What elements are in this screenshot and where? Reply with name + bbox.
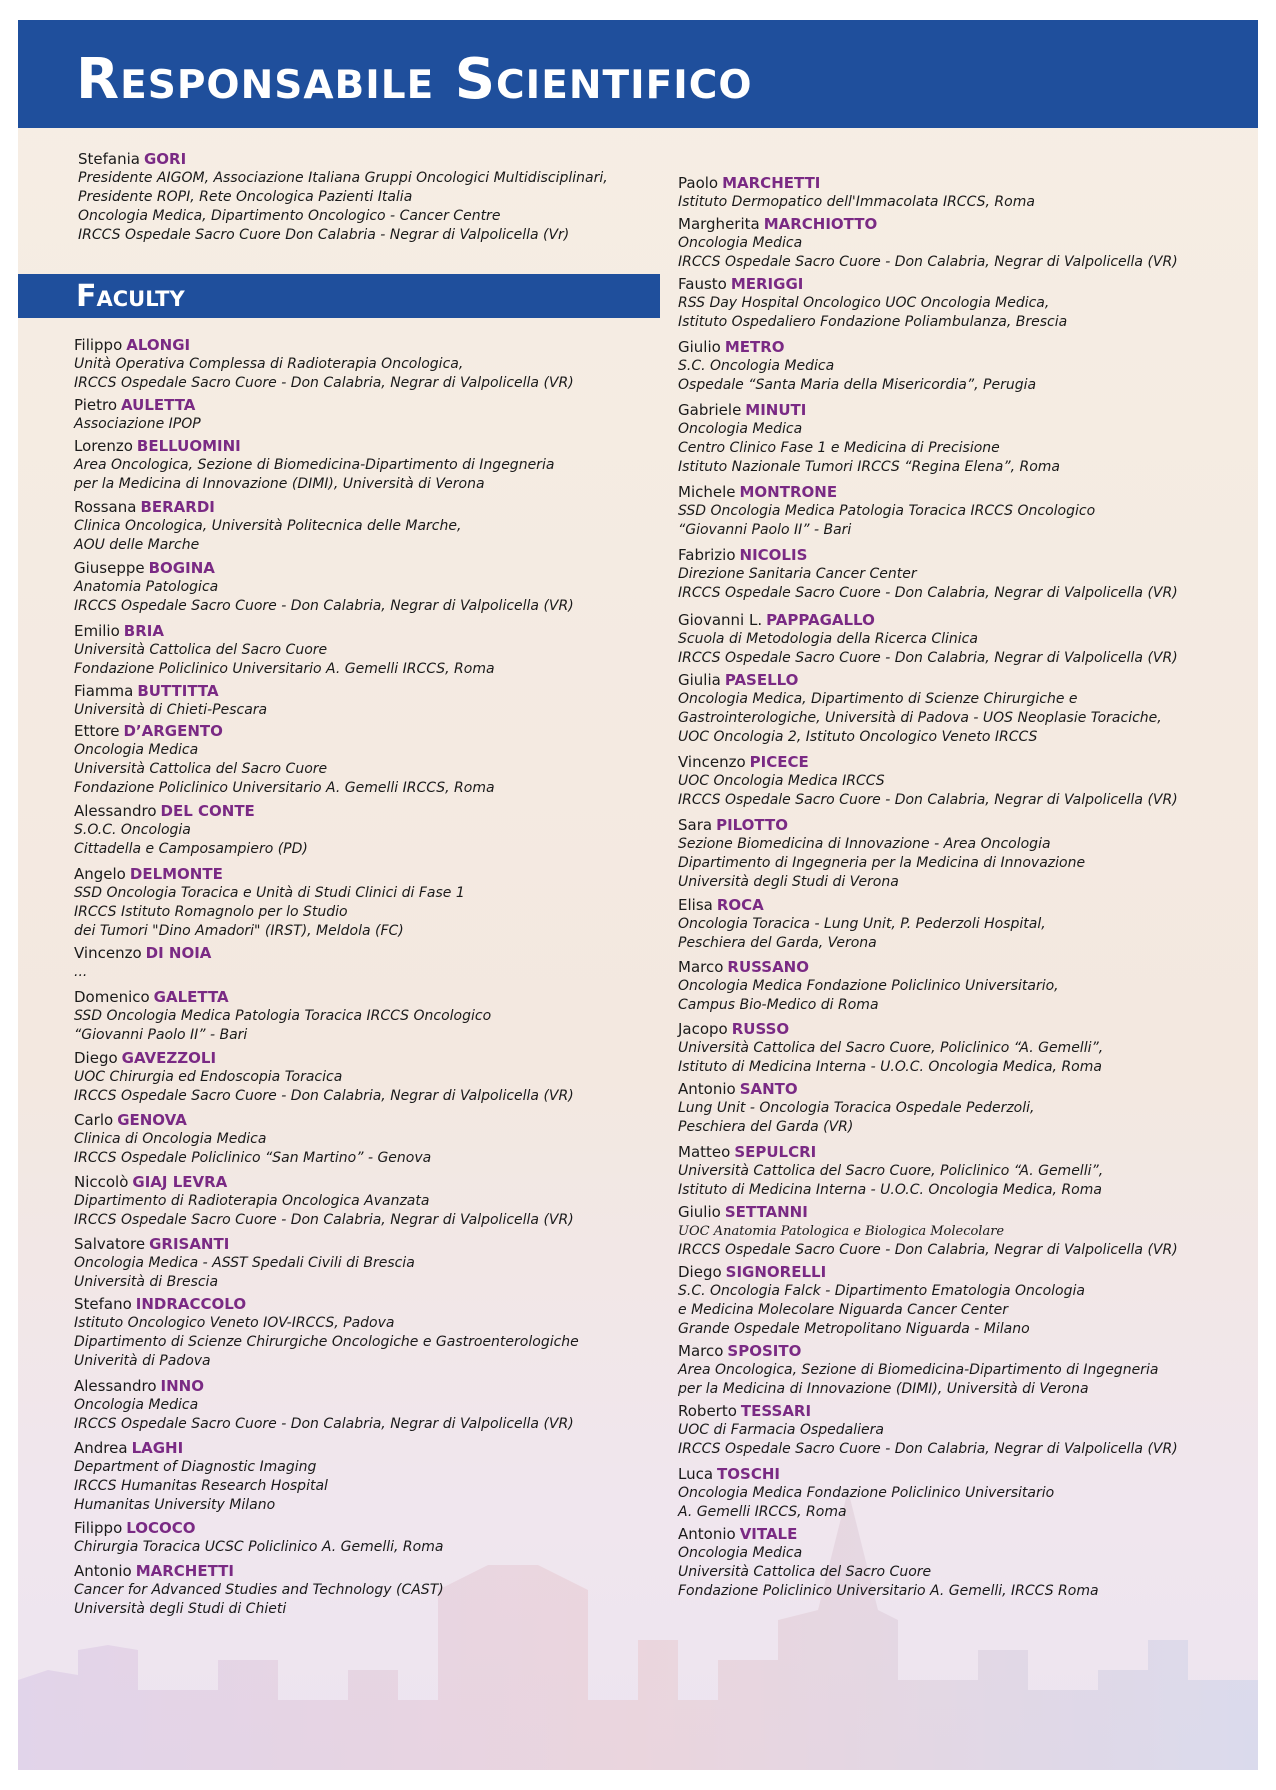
affiliation-line: Università Cattolica del Sacro Cuore xyxy=(678,1564,932,1580)
first-name: Niccolò xyxy=(74,1173,129,1191)
affiliation-line: Cittadella e Camposampiero (PD) xyxy=(74,841,308,857)
first-name: Pietro xyxy=(74,396,118,414)
person-name xyxy=(74,1295,660,1314)
person-name xyxy=(678,958,1258,977)
first-name: Matteo xyxy=(678,1143,731,1161)
affiliation-line: IRCCS Ospedale Sacro Cuore - Don Calabria, Negrar di Valpolicella (VR) xyxy=(678,1242,1178,1258)
faculty-entry xyxy=(678,546,1258,603)
affiliation-line: Istituto Dermopatico dell'Immacolata IRCCS, Roma xyxy=(678,194,1035,210)
person-name xyxy=(74,802,660,821)
person-name xyxy=(74,559,660,578)
faculty-entry xyxy=(678,1342,1258,1399)
person-name xyxy=(678,1263,1258,1282)
affiliation-line: Lung Unit - Oncologia Toracica Ospedale Pederzoli, xyxy=(678,1100,1035,1116)
faculty-entry xyxy=(678,1402,1258,1459)
surname: MARCHIOTTO xyxy=(763,215,878,233)
surname: GIAJ LEVRA xyxy=(132,1173,228,1191)
affiliation-line: Università di Chieti-Pescara xyxy=(74,702,268,718)
faculty-entry xyxy=(678,1143,1258,1200)
affiliation-line: IRCCS Ospedale Sacro Cuore - Don Calabria, Negrar di Valpolicella (VR) xyxy=(678,650,1178,666)
faculty-entry xyxy=(74,437,660,494)
person-name xyxy=(678,1342,1258,1361)
affiliation-line: dei Tumori "Dino Amadori" (IRST), Meldola (FC) xyxy=(74,923,404,939)
person-name xyxy=(678,174,1258,193)
person-name xyxy=(678,1020,1258,1039)
surname: GAVEZZOLI xyxy=(121,1049,217,1067)
person-name xyxy=(74,1519,660,1538)
affiliation-line: Univerità di Padova xyxy=(74,1353,211,1369)
first-name: Elisa xyxy=(678,896,713,914)
first-name: Giulio xyxy=(678,1203,721,1221)
person-name xyxy=(678,1143,1258,1162)
first-name: Giulia xyxy=(678,671,721,689)
affiliation-line: Istituto Oncologico Veneto IOV-IRCCS, Padova xyxy=(74,1315,395,1331)
first-name: Alessandro xyxy=(74,1377,157,1395)
person-name xyxy=(74,944,660,963)
surname: DELMONTE xyxy=(129,865,223,883)
faculty-entry xyxy=(74,1049,660,1106)
affiliation-line: UOC Oncologia 2, Istituto Oncologico Veneto IRCCS xyxy=(678,729,1038,745)
affiliation-line: Oncologia Medica xyxy=(74,742,199,758)
surname: AULETTA xyxy=(121,396,196,414)
first-name: Lorenzo xyxy=(74,437,133,455)
affiliation-line: IRCCS Ospedale Sacro Cuore - Don Calabria, Negrar di Valpolicella (VR) xyxy=(74,1212,574,1228)
affiliation-line: Dipartimento di Ingegneria per la Medicina di Innovazione xyxy=(678,855,1086,871)
first-name: Marco xyxy=(678,1342,724,1360)
affiliation-line: Presidente ROPI, Rete Oncologica Pazienti Italia xyxy=(78,189,413,205)
faculty-entry xyxy=(74,722,660,798)
affiliation-line: Direzione Sanitaria Cancer Center xyxy=(678,566,917,582)
person-name xyxy=(74,1111,660,1130)
first-name: Salvatore xyxy=(74,1235,146,1253)
affiliation-line: Oncologia Medica Fondazione Policlinico Universitario xyxy=(678,1485,1055,1501)
affiliation-line: Università Cattolica del Sacro Cuore xyxy=(74,642,328,658)
surname: GALETTA xyxy=(153,988,229,1006)
first-name: Paolo xyxy=(678,174,719,192)
affiliation-line: Oncologia Medica xyxy=(678,421,803,437)
affiliation-line: “Giovanni Paolo II” - Bari xyxy=(678,522,852,538)
faculty-entry xyxy=(678,275,1258,332)
person-name xyxy=(74,1173,660,1192)
faculty-entry xyxy=(678,1080,1258,1137)
person-name xyxy=(678,816,1258,835)
surname: VITALE xyxy=(739,1525,798,1543)
surname: RUSSO xyxy=(731,1020,790,1038)
surname: PILOTTO xyxy=(716,816,788,834)
person-name xyxy=(678,483,1258,502)
person-name xyxy=(678,546,1258,565)
affiliation-line: Università degli Studi di Verona xyxy=(678,874,899,890)
affiliation-line: Humanitas University Milano xyxy=(74,1497,276,1513)
person-name xyxy=(678,611,1258,630)
affiliation-line: Università degli Studi di Chieti xyxy=(74,1601,287,1617)
surname: SANTO xyxy=(739,1080,798,1098)
affiliation-line: S.O.C. Oncologia xyxy=(74,822,191,838)
faculty-entry xyxy=(74,1519,660,1557)
surname: TOSCHI xyxy=(717,1465,780,1483)
person-name xyxy=(74,336,660,355)
person-name xyxy=(74,1439,660,1458)
faculty-entry xyxy=(74,559,660,616)
person-name xyxy=(74,682,660,701)
affiliation-line: Istituto Nazionale Tumori IRCCS “Regina Elena”, Roma xyxy=(678,459,1060,475)
surname: MARCHETTI xyxy=(722,174,821,192)
faculty-entry xyxy=(74,1173,660,1230)
person-name xyxy=(678,401,1258,420)
surname: SPOSITO xyxy=(727,1342,802,1360)
faculty-entry xyxy=(74,944,660,982)
faculty-entry xyxy=(74,1562,660,1619)
person-name xyxy=(678,896,1258,915)
faculty-entry xyxy=(678,483,1258,540)
faculty-entry xyxy=(678,671,1258,747)
affiliation-line: SSD Oncologia Toracica e Unità di Studi Clinici di Fase 1 xyxy=(74,885,465,901)
affiliation-line: “Giovanni Paolo II” - Bari xyxy=(74,1027,248,1043)
surname: LOCOCO xyxy=(126,1519,196,1537)
person-name xyxy=(74,622,660,641)
person-name xyxy=(678,1203,1258,1222)
surname: SIGNORELLI xyxy=(725,1263,827,1281)
first-name: Emilio xyxy=(74,622,120,640)
faculty-entry xyxy=(678,896,1258,953)
person-name xyxy=(74,1562,660,1581)
affiliation-line: Università di Brescia xyxy=(74,1274,219,1290)
affiliation-line: Oncologia Medica, Dipartimento di Scienze Chirurgiche e xyxy=(678,691,1078,707)
faculty-entry xyxy=(74,498,660,555)
faculty-entry xyxy=(74,988,660,1045)
faculty-entry xyxy=(74,865,660,941)
first-name: Stefano xyxy=(74,1295,132,1313)
affiliation-line: Oncologia Medica xyxy=(678,235,803,251)
first-name: Roberto xyxy=(678,1402,737,1420)
affiliation-line: IRCCS Ospedale Sacro Cuore - Don Calabria, Negrar di Valpolicella (VR) xyxy=(74,1088,574,1104)
first-name: Vincenzo xyxy=(74,944,142,962)
first-name: Giovanni L. xyxy=(678,611,763,629)
affiliation-line: IRCCS Ospedale Sacro Cuore - Don Calabria, Negrar di Valpolicella (VR) xyxy=(678,792,1178,808)
first-name: Alessandro xyxy=(74,802,157,820)
faculty-entry xyxy=(74,622,660,679)
affiliation-line: Peschiera del Garda (VR) xyxy=(678,1119,854,1135)
first-name: Gabriele xyxy=(678,401,742,419)
affiliation-line: Cancer for Advanced Studies and Technology (CAST) xyxy=(74,1582,444,1598)
affiliation-line: S.C. Oncologia Medica xyxy=(678,358,835,374)
person-name xyxy=(74,1049,660,1068)
surname: BUTTITTA xyxy=(137,682,219,700)
surname: TESSARI xyxy=(740,1402,812,1420)
faculty-entry xyxy=(74,802,660,859)
surname: PAPPAGALLO xyxy=(766,611,875,629)
faculty-entry xyxy=(74,1295,660,1371)
affiliation-line: IRCCS Ospedale Sacro Cuore Don Calabria - Negrar di Valpolicella (Vr) xyxy=(78,227,570,243)
person-name xyxy=(678,753,1258,772)
affiliation-line: RSS Day Hospital Oncologico UOC Oncologia Medica, xyxy=(678,295,1050,311)
faculty-entry xyxy=(678,1465,1258,1522)
affiliation-line: Oncologia Medica xyxy=(74,1397,199,1413)
affiliation-line: e Medicina Molecolare Niguarda Cancer Center xyxy=(678,1302,1008,1318)
affiliation-line: Chirurgia Toracica UCSC Policlinico A. Gemelli, Roma xyxy=(74,1539,444,1555)
affiliation-line: Istituto di Medicina Interna - U.O.C. Oncologia Medica, Roma xyxy=(678,1059,1102,1075)
surname: BRIA xyxy=(123,622,164,640)
surname: ALONGI xyxy=(126,336,191,354)
first-name: Vincenzo xyxy=(678,753,746,771)
affiliation-line: Fondazione Policlinico Universitario A. Gemelli, IRCCS Roma xyxy=(678,1583,1099,1599)
affiliation-line: S.C. Oncologia Falck - Dipartimento Ematologia Oncologia xyxy=(678,1283,1085,1299)
surname: SETTANNI xyxy=(724,1203,808,1221)
affiliation-line: Clinica di Oncologia Medica xyxy=(74,1131,267,1147)
affiliation-line: UOC Chirurgia ed Endoscopia Toracica xyxy=(74,1069,343,1085)
surname: DI NOIA xyxy=(145,944,212,962)
surname: GRISANTI xyxy=(149,1235,230,1253)
affiliation-line: Peschiera del Garda, Verona xyxy=(678,935,877,951)
affiliation-line: IRCCS Ospedale Sacro Cuore - Don Calabria, Negrar di Valpolicella (VR) xyxy=(678,1441,1178,1457)
affiliation-line: IRCCS Ospedale Sacro Cuore - Don Calabria, Negrar di Valpolicella (VR) xyxy=(74,1416,574,1432)
person-name xyxy=(74,1377,660,1396)
person-name xyxy=(678,215,1258,234)
first-name: Filippo xyxy=(74,1519,123,1537)
affiliation-line: Centro Clinico Fase 1 e Medicina di Precisione xyxy=(678,440,1000,456)
affiliation-line: Anatomia Patologica xyxy=(74,579,219,595)
affiliation-line: IRCCS Istituto Romagnolo per lo Studio xyxy=(74,904,348,920)
person-name xyxy=(74,396,660,415)
surname: GENOVA xyxy=(117,1111,187,1129)
affiliation-line: IRCCS Ospedale Sacro Cuore - Don Calabria, Negrar di Valpolicella (VR) xyxy=(74,598,574,614)
faculty-entry xyxy=(74,1377,660,1434)
first-name: Michele xyxy=(678,483,736,501)
responsabile-entry xyxy=(78,150,658,245)
affiliation-line: IRCCS Ospedale Sacro Cuore - Don Calabria, Negrar di Valpolicella (VR) xyxy=(678,254,1178,270)
first-name: Ettore xyxy=(74,722,120,740)
affiliation-line: IRCCS Ospedale Sacro Cuore - Don Calabria, Negrar di Valpolicella (VR) xyxy=(74,375,574,391)
affiliation-line: Istituto Ospedaliero Fondazione Poliambulanza, Brescia xyxy=(678,314,1068,330)
faculty-entry xyxy=(678,958,1258,1015)
affiliation-line: per la Medicina di Innovazione (DIMI), Università di Verona xyxy=(74,476,485,492)
affiliation-line: IRCCS Ospedale Sacro Cuore - Don Calabria, Negrar di Valpolicella (VR) xyxy=(678,585,1178,601)
affiliation-line: Sezione Biomedicina di Innovazione - Area Oncologia xyxy=(678,836,1051,852)
faculty-entry xyxy=(678,816,1258,892)
faculty-entry xyxy=(74,1111,660,1168)
person-name xyxy=(678,275,1258,294)
person-name xyxy=(74,437,660,456)
affiliation-line: Area Oncologica, Sezione di Biomedicina-Dipartimento di Ingegneria xyxy=(678,1362,1159,1378)
affiliation-line: AOU delle Marche xyxy=(74,537,200,553)
first-name: Giulio xyxy=(678,338,721,356)
affiliation-line: Università Cattolica del Sacro Cuore, Policlinico “A. Gemelli”, xyxy=(678,1040,1104,1056)
faculty-entry xyxy=(678,1020,1258,1077)
affiliation-line: IRCCS Humanitas Research Hospital xyxy=(74,1478,328,1494)
surname: MARCHETTI xyxy=(135,1562,234,1580)
affiliation-line: Dipartimento di Radioterapia Oncologica Avanzata xyxy=(74,1193,430,1209)
first-name: Stefania xyxy=(78,150,140,168)
person-name xyxy=(74,498,660,517)
first-name: Andrea xyxy=(74,1439,128,1457)
affiliation-line: Campus Bio-Medico di Roma xyxy=(678,997,879,1013)
first-name: Giuseppe xyxy=(74,559,145,577)
surname: SEPULCRI xyxy=(734,1143,817,1161)
faculty-entry xyxy=(74,1439,660,1515)
first-name: Fabrizio xyxy=(678,546,736,564)
surname: BERARDI xyxy=(140,498,215,516)
first-name: Diego xyxy=(74,1049,118,1067)
surname: RUSSANO xyxy=(727,958,809,976)
faculty-entry xyxy=(678,401,1258,477)
surname: MINUTI xyxy=(745,401,807,419)
first-name: Marco xyxy=(678,958,724,976)
faculty-entry xyxy=(74,1235,660,1292)
first-name: Luca xyxy=(678,1465,714,1483)
surname: INDRACCOLO xyxy=(135,1295,247,1313)
surname: BOGINA xyxy=(148,559,215,577)
first-name: Antonio xyxy=(74,1562,132,1580)
first-name: Angelo xyxy=(74,865,126,883)
person-name xyxy=(74,1235,660,1254)
affiliation-line: Unità Operativa Complessa di Radioterapia Oncologica, xyxy=(74,356,464,372)
surname: NICOLIS xyxy=(739,546,808,564)
person-name xyxy=(74,988,660,1007)
faculty-entry xyxy=(74,396,660,434)
affiliation-line: Department of Diagnostic Imaging xyxy=(74,1459,317,1475)
faculty-heading: Faculty xyxy=(76,279,185,314)
affiliation-line: Presidente AIGOM, Associazione Italiana Gruppi Oncologici Multidisciplinari, xyxy=(78,170,608,186)
person-name xyxy=(74,865,660,884)
affiliation-line: UOC Anatomia Patologica e Biologica Molecolare xyxy=(678,1224,1005,1239)
affiliation-line: Oncologia Medica xyxy=(678,1545,803,1561)
surname: METRO xyxy=(724,338,785,356)
faculty-entry xyxy=(74,336,660,393)
affiliation-line: Oncologia Medica Fondazione Policlinico Universitario, xyxy=(678,978,1059,994)
surname: BELLUOMINI xyxy=(136,437,241,455)
first-name: Margherita xyxy=(678,215,760,233)
person-name xyxy=(678,1402,1258,1421)
affiliation-line: SSD Oncologia Medica Patologia Toracica IRCCS Oncologico xyxy=(678,503,1096,519)
person-name xyxy=(678,671,1258,690)
affiliation-line: Oncologia Medica - ASST Spedali Civili di Brescia xyxy=(74,1255,415,1271)
affiliation-line: Scuola di Metodologia della Ricerca Clinica xyxy=(678,631,978,647)
surname: MERIGGI xyxy=(730,275,804,293)
person-name xyxy=(678,1080,1258,1099)
person-name xyxy=(74,722,660,741)
first-name: Jacopo xyxy=(678,1020,728,1038)
affiliation-line: Fondazione Policlinico Universitario A. Gemelli IRCCS, Roma xyxy=(74,780,495,796)
affiliation-line: Area Oncologica, Sezione di Biomedicina-Dipartimento di Ingegneria xyxy=(74,457,555,473)
responsabile-name xyxy=(78,150,658,169)
person-name xyxy=(678,1525,1258,1544)
faculty-entry xyxy=(678,1203,1258,1260)
page-title: Responsabile Scientifico xyxy=(76,47,753,112)
affiliation-line: Clinica Oncologica, Università Politecnica delle Marche, xyxy=(74,518,462,534)
faculty-entry xyxy=(678,338,1258,395)
affiliation-line: per la Medicina di Innovazione (DIMI), Università di Verona xyxy=(678,1381,1089,1397)
surname: LAGHI xyxy=(131,1439,184,1457)
faculty-entry xyxy=(678,1263,1258,1339)
affiliation-line: Associazione IPOP xyxy=(74,416,201,432)
surname: D’ARGENTO xyxy=(123,722,223,740)
surname: INNO xyxy=(160,1377,204,1395)
affiliation-line: Istituto di Medicina Interna - U.O.C. Oncologia Medica, Roma xyxy=(678,1182,1102,1198)
affiliation-line: SSD Oncologia Medica Patologia Toracica IRCCS Oncologico xyxy=(74,1008,492,1024)
first-name: Fiamma xyxy=(74,682,134,700)
first-name: Antonio xyxy=(678,1080,736,1098)
faculty-entry xyxy=(678,215,1258,272)
first-name: Rossana xyxy=(74,498,137,516)
affiliation-line: Ospedale “Santa Maria della Misericordia”, Perugia xyxy=(678,377,1037,393)
affiliation-line: Fondazione Policlinico Universitario A. Gemelli IRCCS, Roma xyxy=(74,661,495,677)
affiliation-line: ... xyxy=(74,964,88,980)
affiliation-line: Università Cattolica del Sacro Cuore xyxy=(74,761,328,777)
affiliation-line: UOC Oncologia Medica IRCCS xyxy=(678,773,885,789)
first-name: Antonio xyxy=(678,1525,736,1543)
faculty-entry xyxy=(678,174,1258,212)
affiliation-line: Università Cattolica del Sacro Cuore, Policlinico “A. Gemelli”, xyxy=(678,1163,1104,1179)
surname: ROCA xyxy=(716,896,764,914)
surname: PICECE xyxy=(749,753,809,771)
surname: GORI xyxy=(143,150,187,168)
person-name xyxy=(678,338,1258,357)
first-name: Domenico xyxy=(74,988,150,1006)
first-name: Fausto xyxy=(678,275,727,293)
person-name xyxy=(678,1465,1258,1484)
affiliation-line: Dipartimento di Scienze Chirurgiche Oncologiche e Gastroenterologiche xyxy=(74,1334,579,1350)
faculty-entry xyxy=(74,682,660,720)
affiliation-line: Oncologia Medica, Dipartimento Oncologico - Cancer Centre xyxy=(78,208,501,224)
surname: DEL CONTE xyxy=(160,802,255,820)
affiliation-line: Gastrointerologiche, Università di Padova - UOS Neoplasie Toraciche, xyxy=(678,710,1162,726)
faculty-column-left xyxy=(74,336,660,1619)
faculty-entry xyxy=(678,611,1258,668)
affiliation-line: UOC di Farmacia Ospedaliera xyxy=(678,1422,884,1438)
affiliation-line: Grande Ospedale Metropolitano Niguarda - Milano xyxy=(678,1321,1030,1337)
affiliation-line: IRCCS Ospedale Policlinico “San Martino” - Genova xyxy=(74,1150,432,1166)
first-name: Filippo xyxy=(74,336,123,354)
first-name: Diego xyxy=(678,1263,722,1281)
faculty-entry xyxy=(678,1525,1258,1601)
faculty-entry xyxy=(678,753,1258,810)
first-name: Carlo xyxy=(74,1111,114,1129)
first-name: Sara xyxy=(678,816,713,834)
faculty-column-right xyxy=(678,174,1258,1601)
affiliation-line: A. Gemelli IRCCS, Roma xyxy=(678,1504,847,1520)
surname: PASELLO xyxy=(724,671,799,689)
affiliation-line: Oncologia Toracica - Lung Unit, P. Pederzoli Hospital, xyxy=(678,916,1046,932)
surname: MONTRONE xyxy=(739,483,838,501)
